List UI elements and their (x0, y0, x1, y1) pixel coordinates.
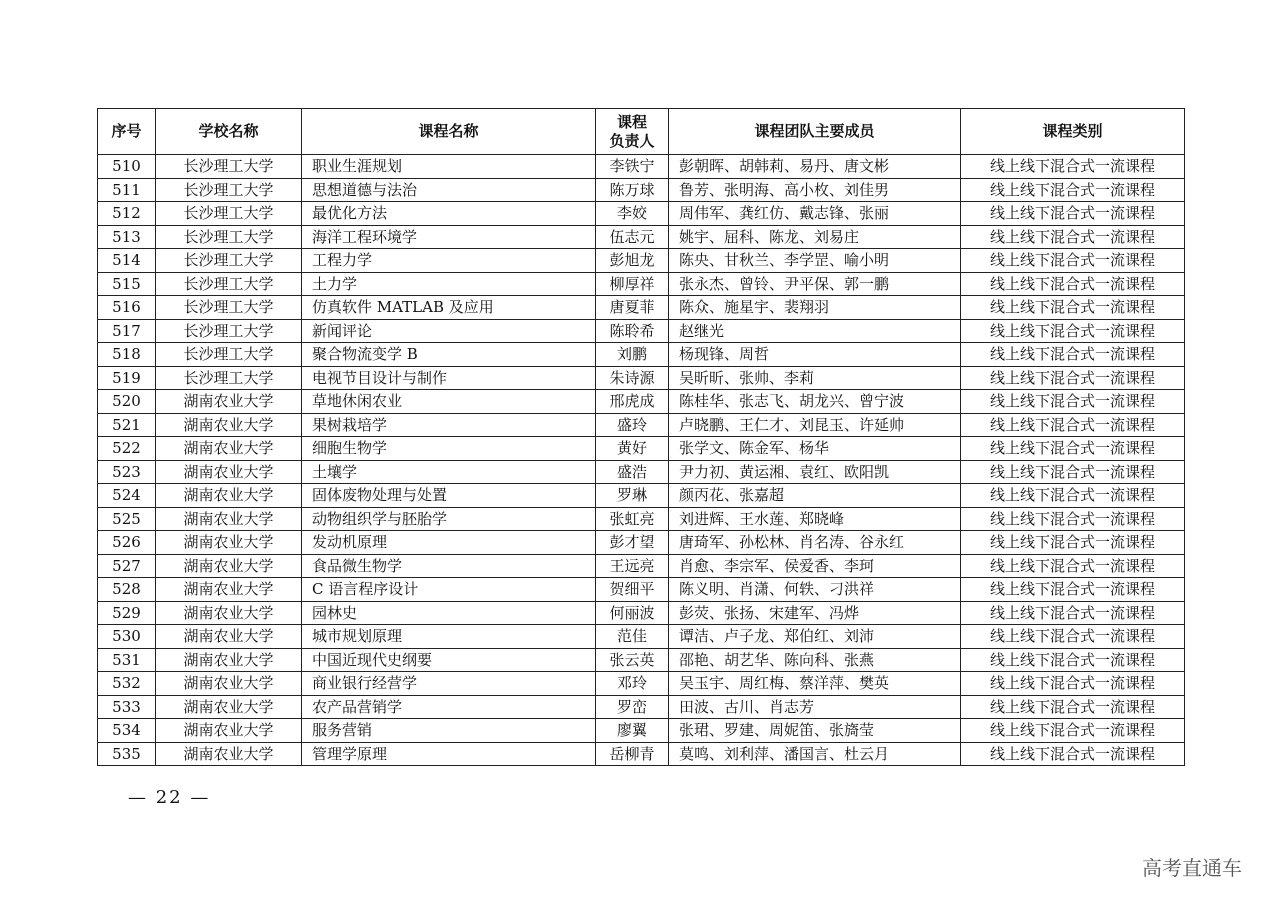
row-category-cell: 线上线下混合式一流课程 (961, 343, 1185, 367)
row-index-cell: 530 (98, 625, 156, 649)
row-index-cell: 521 (98, 413, 156, 437)
row-lead-cell: 伍志元 (596, 225, 669, 249)
row-team-cell: 刘进辉、王水莲、郑晓峰 (669, 507, 961, 531)
table-row (98, 390, 1185, 414)
row-team-cell: 杨现锋、周哲 (669, 343, 961, 367)
table-row (98, 531, 1185, 555)
row-school-cell: 长沙理工大学 (156, 225, 302, 249)
row-category-cell: 线上线下混合式一流课程 (961, 366, 1185, 390)
row-index-cell: 534 (98, 719, 156, 743)
row-school-cell: 湖南农业大学 (156, 413, 302, 437)
row-index-cell: 528 (98, 578, 156, 602)
row-lead-cell: 张虹亮 (596, 507, 669, 531)
row-course-cell: 电视节目设计与制作 (302, 366, 596, 390)
row-school-cell: 湖南农业大学 (156, 648, 302, 672)
row-team-cell: 谭洁、卢子龙、郑伯红、刘沛 (669, 625, 961, 649)
row-school-cell: 长沙理工大学 (156, 178, 302, 202)
row-course-cell: 动物组织学与胚胎学 (302, 507, 596, 531)
row-school-cell: 长沙理工大学 (156, 319, 302, 343)
table-row (98, 648, 1185, 672)
row-category-cell: 线上线下混合式一流课程 (961, 742, 1185, 766)
table-row (98, 249, 1185, 273)
row-team-cell: 陈众、施星宇、裴翔羽 (669, 296, 961, 320)
row-team-cell: 鲁芳、张明海、高小枚、刘佳男 (669, 178, 961, 202)
row-team-cell: 周伟军、龚红仿、戴志锋、张丽 (669, 202, 961, 226)
row-category-cell: 线上线下混合式一流课程 (961, 601, 1185, 625)
row-category-cell: 线上线下混合式一流课程 (961, 437, 1185, 461)
row-lead-cell: 刘鹏 (596, 343, 669, 367)
table-row (98, 460, 1185, 484)
row-school-cell: 湖南农业大学 (156, 601, 302, 625)
row-school-cell: 长沙理工大学 (156, 249, 302, 273)
row-index-cell: 524 (98, 484, 156, 508)
row-index-cell: 533 (98, 695, 156, 719)
header-lead-line1: 课程 (616, 112, 647, 131)
row-lead-cell: 朱诗源 (596, 366, 669, 390)
row-index-cell: 535 (98, 742, 156, 766)
row-index-cell: 512 (98, 202, 156, 226)
watermark-text: 高考直通车 (1142, 856, 1242, 880)
row-course-cell: 食品微生物学 (302, 554, 596, 578)
row-school-cell: 湖南农业大学 (156, 437, 302, 461)
row-course-cell: 土壤学 (302, 460, 596, 484)
row-lead-cell: 罗峦 (596, 695, 669, 719)
course-list-table (97, 108, 1185, 766)
table-row (98, 319, 1185, 343)
row-category-cell: 线上线下混合式一流课程 (961, 272, 1185, 296)
row-course-cell: 聚合物流变学 B (302, 343, 596, 367)
header-course: 课程名称 (302, 109, 596, 155)
header-team: 课程团队主要成员 (669, 109, 961, 155)
row-lead-cell: 张云英 (596, 648, 669, 672)
row-team-cell: 张学文、陈金军、杨华 (669, 437, 961, 461)
header-school: 学校名称 (156, 109, 302, 155)
row-school-cell: 湖南农业大学 (156, 531, 302, 555)
row-lead-cell: 唐夏菲 (596, 296, 669, 320)
row-category-cell: 线上线下混合式一流课程 (961, 178, 1185, 202)
row-lead-cell: 邢虎成 (596, 390, 669, 414)
row-lead-cell: 岳柳青 (596, 742, 669, 766)
row-school-cell: 长沙理工大学 (156, 202, 302, 226)
row-index-cell: 518 (98, 343, 156, 367)
row-course-cell: 新闻评论 (302, 319, 596, 343)
row-index-cell: 527 (98, 554, 156, 578)
row-lead-cell: 李铁宁 (596, 155, 669, 179)
row-index-cell: 520 (98, 390, 156, 414)
row-lead-cell: 李姣 (596, 202, 669, 226)
row-index-cell: 514 (98, 249, 156, 273)
row-index-cell: 531 (98, 648, 156, 672)
row-lead-cell: 黄好 (596, 437, 669, 461)
row-category-cell: 线上线下混合式一流课程 (961, 413, 1185, 437)
row-category-cell: 线上线下混合式一流课程 (961, 672, 1185, 696)
row-index-cell: 532 (98, 672, 156, 696)
row-course-cell: 商业银行经营学 (302, 672, 596, 696)
table-row (98, 437, 1185, 461)
row-category-cell: 线上线下混合式一流课程 (961, 390, 1185, 414)
row-lead-cell: 何丽波 (596, 601, 669, 625)
row-course-cell: 发动机原理 (302, 531, 596, 555)
table-row (98, 272, 1185, 296)
row-course-cell: 服务营销 (302, 719, 596, 743)
row-course-cell: 中国近现代史纲要 (302, 648, 596, 672)
row-index-cell: 517 (98, 319, 156, 343)
row-index-cell: 511 (98, 178, 156, 202)
row-team-cell: 唐琦军、孙松林、肖名涛、谷永红 (669, 531, 961, 555)
table-row (98, 202, 1185, 226)
row-school-cell: 湖南农业大学 (156, 460, 302, 484)
row-category-cell: 线上线下混合式一流课程 (961, 296, 1185, 320)
row-team-cell: 张永杰、曾铃、尹平保、郭一鹏 (669, 272, 961, 296)
row-course-cell: 固体废物处理与处置 (302, 484, 596, 508)
table-row (98, 695, 1185, 719)
row-index-cell: 513 (98, 225, 156, 249)
row-team-cell: 陈义明、肖潇、何轶、刁洪祥 (669, 578, 961, 602)
table-row (98, 484, 1185, 508)
row-team-cell: 卢晓鹏、王仁才、刘昆玉、许延帅 (669, 413, 961, 437)
row-course-cell: C 语言程序设计 (302, 578, 596, 602)
table-row (98, 601, 1185, 625)
row-team-cell: 吴玉宇、周红梅、蔡洋萍、樊英 (669, 672, 961, 696)
row-team-cell: 颜丙花、张嘉超 (669, 484, 961, 508)
table-row (98, 554, 1185, 578)
table-header-row (98, 109, 1185, 155)
row-course-cell: 思想道德与法治 (302, 178, 596, 202)
row-category-cell: 线上线下混合式一流课程 (961, 202, 1185, 226)
table-row (98, 719, 1185, 743)
row-course-cell: 工程力学 (302, 249, 596, 273)
row-course-cell: 园林史 (302, 601, 596, 625)
row-category-cell: 线上线下混合式一流课程 (961, 155, 1185, 179)
row-lead-cell: 罗琳 (596, 484, 669, 508)
row-lead-cell: 邓玲 (596, 672, 669, 696)
row-lead-cell: 柳厚祥 (596, 272, 669, 296)
row-lead-cell: 陈万球 (596, 178, 669, 202)
row-school-cell: 长沙理工大学 (156, 343, 302, 367)
row-course-cell: 职业生涯规划 (302, 155, 596, 179)
row-lead-cell: 王远亮 (596, 554, 669, 578)
row-course-cell: 果树栽培学 (302, 413, 596, 437)
row-team-cell: 吴昕昕、张帅、李莉 (669, 366, 961, 390)
row-index-cell: 515 (98, 272, 156, 296)
row-team-cell: 邵艳、胡艺华、陈向科、张燕 (669, 648, 961, 672)
header-lead (596, 109, 669, 155)
row-school-cell: 长沙理工大学 (156, 296, 302, 320)
row-team-cell: 彭荧、张扬、宋建军、冯烨 (669, 601, 961, 625)
row-index-cell: 526 (98, 531, 156, 555)
row-index-cell: 525 (98, 507, 156, 531)
row-course-cell: 城市规划原理 (302, 625, 596, 649)
row-school-cell: 湖南农业大学 (156, 625, 302, 649)
row-lead-cell: 贺细平 (596, 578, 669, 602)
row-school-cell: 长沙理工大学 (156, 272, 302, 296)
row-course-cell: 仿真软件 MATLAB 及应用 (302, 296, 596, 320)
row-school-cell: 湖南农业大学 (156, 742, 302, 766)
row-school-cell: 湖南农业大学 (156, 672, 302, 696)
row-category-cell: 线上线下混合式一流课程 (961, 507, 1185, 531)
row-category-cell: 线上线下混合式一流课程 (961, 319, 1185, 343)
row-index-cell: 522 (98, 437, 156, 461)
row-lead-cell: 盛浩 (596, 460, 669, 484)
row-school-cell: 湖南农业大学 (156, 390, 302, 414)
row-category-cell: 线上线下混合式一流课程 (961, 531, 1185, 555)
row-index-cell: 519 (98, 366, 156, 390)
row-course-cell: 草地休闲农业 (302, 390, 596, 414)
row-school-cell: 湖南农业大学 (156, 695, 302, 719)
row-course-cell: 农产品营销学 (302, 695, 596, 719)
row-category-cell: 线上线下混合式一流课程 (961, 554, 1185, 578)
row-team-cell: 彭朝晖、胡韩莉、易丹、唐文彬 (669, 155, 961, 179)
row-school-cell: 长沙理工大学 (156, 155, 302, 179)
header-category: 课程类别 (961, 109, 1185, 155)
row-category-cell: 线上线下混合式一流课程 (961, 719, 1185, 743)
row-team-cell: 陈央、甘秋兰、李学罡、喻小明 (669, 249, 961, 273)
row-course-cell: 土力学 (302, 272, 596, 296)
row-school-cell: 长沙理工大学 (156, 366, 302, 390)
row-team-cell: 赵继光 (669, 319, 961, 343)
table-row (98, 413, 1185, 437)
row-course-cell: 管理学原理 (302, 742, 596, 766)
row-lead-cell: 彭旭龙 (596, 249, 669, 273)
row-category-cell: 线上线下混合式一流课程 (961, 625, 1185, 649)
row-index-cell: 523 (98, 460, 156, 484)
row-category-cell: 线上线下混合式一流课程 (961, 460, 1185, 484)
row-school-cell: 湖南农业大学 (156, 554, 302, 578)
table-body (98, 155, 1185, 766)
row-team-cell: 姚宇、屈科、陈龙、刘易庄 (669, 225, 961, 249)
row-category-cell: 线上线下混合式一流课程 (961, 648, 1185, 672)
header-index: 序号 (98, 109, 156, 155)
page-number: — 22 — (128, 787, 211, 808)
row-school-cell: 湖南农业大学 (156, 719, 302, 743)
table-row (98, 225, 1185, 249)
row-lead-cell: 廖翼 (596, 719, 669, 743)
row-course-cell: 最优化方法 (302, 202, 596, 226)
table-row (98, 155, 1185, 179)
header-lead-line2: 负责人 (609, 131, 655, 150)
row-team-cell: 陈桂华、张志飞、胡龙兴、曾宁波 (669, 390, 961, 414)
row-team-cell: 莫鸣、刘利萍、潘国言、杜云月 (669, 742, 961, 766)
row-school-cell: 湖南农业大学 (156, 507, 302, 531)
table-row (98, 366, 1185, 390)
table-row (98, 343, 1185, 367)
row-lead-cell: 盛玲 (596, 413, 669, 437)
row-lead-cell: 范佳 (596, 625, 669, 649)
table-row (98, 296, 1185, 320)
row-course-cell: 海洋工程环境学 (302, 225, 596, 249)
row-category-cell: 线上线下混合式一流课程 (961, 249, 1185, 273)
row-index-cell: 516 (98, 296, 156, 320)
row-course-cell: 细胞生物学 (302, 437, 596, 461)
row-category-cell: 线上线下混合式一流课程 (961, 695, 1185, 719)
table-row (98, 578, 1185, 602)
row-team-cell: 肖愈、李宗军、侯爱香、李珂 (669, 554, 961, 578)
row-team-cell: 尹力初、黄运湘、袁红、欧阳凯 (669, 460, 961, 484)
row-category-cell: 线上线下混合式一流课程 (961, 484, 1185, 508)
table-row (98, 672, 1185, 696)
row-school-cell: 湖南农业大学 (156, 578, 302, 602)
table-row (98, 625, 1185, 649)
row-category-cell: 线上线下混合式一流课程 (961, 225, 1185, 249)
row-team-cell: 张珺、罗建、周妮笛、张旖莹 (669, 719, 961, 743)
row-school-cell: 湖南农业大学 (156, 484, 302, 508)
row-index-cell: 529 (98, 601, 156, 625)
row-index-cell: 510 (98, 155, 156, 179)
row-lead-cell: 彭才望 (596, 531, 669, 555)
table-row (98, 742, 1185, 766)
row-category-cell: 线上线下混合式一流课程 (961, 578, 1185, 602)
table-row (98, 507, 1185, 531)
table-row (98, 178, 1185, 202)
row-team-cell: 田波、古川、肖志芳 (669, 695, 961, 719)
row-lead-cell: 陈聆希 (596, 319, 669, 343)
